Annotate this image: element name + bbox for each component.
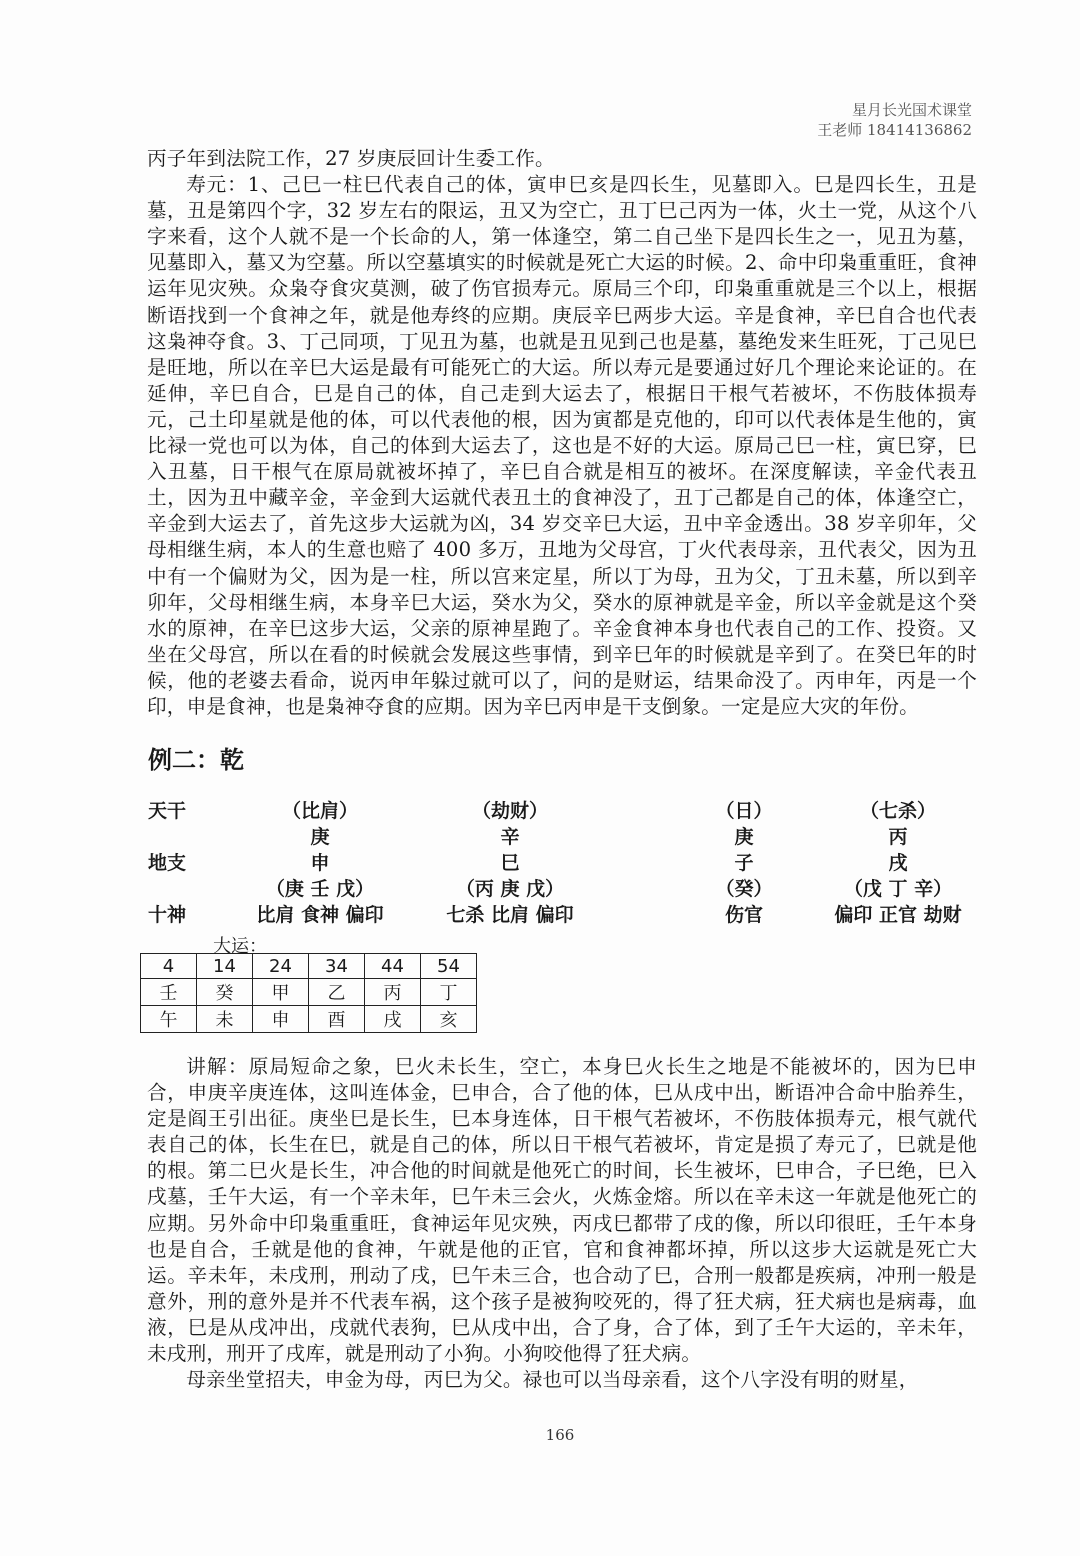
header-line-1: 星月长光国术课堂 — [851, 101, 972, 119]
top-text-block — [147, 146, 977, 720]
pillar-3-gods: 伤官 — [724, 904, 763, 926]
dayun-branches-row — [141, 1006, 477, 1033]
dayun-age: 24 — [253, 954, 309, 979]
pillar-4-stem: 丙 — [888, 826, 908, 848]
dayun-ages-row — [141, 954, 477, 979]
dayun-table — [140, 953, 477, 1033]
pillar-1-branch: 申 — [310, 852, 330, 874]
dizhi-label: 地支 — [148, 852, 187, 874]
paragraph: 母亲坐堂招夫，申金为母，丙巳为父。禄也可以当母亲看，这个八字没有明的财星， — [186, 1368, 919, 1392]
tiangan-label: 天干 — [148, 800, 187, 822]
paragraph: 讲解：原局短命之象，巳火未长生，空亡，本身巳火长生之地是不能被坏的，因为巳申合，申庚辛庚连体，这叫连体金，巳申合，合了他的体，巳从戌中出，断语冲合命中胎养生，定是阎王引出征。庚坐巳是长生，巳本身连体，日干根气若被坏，不伤肢体损寿元，根气就代表自己的体，长生在巳，就是自己的体，所以日干根气若被坏，肯定是损了寿元了，巳就是他的根。第二巳火是长生，冲合他的时间就是他死亡的时间，长生被坏，巳申合，子巳绝，巳入戌墓，壬午大运，有一个辛未年，巳午未三会火，火炼金熔。所以在辛未这一年就是他死亡的应期。另外命中印枭重重旺，食神运年见灾殃，丙戌巳都带了戌的像，所以印很旺，壬午本身也是自合，壬就是他的食神，午就是他的正官，官和食神都坏掉，所以这步大运就是死亡大运。辛未年，未戌刑，刑动了戌，巳午未三合，也合动了巳，合刑一般都是疾病，冲刑一般是意外，刑的意外是并不代表车祸，这个孩子是被狗咬死的，得了狂犬病，狂犬病也是病毒，血液，巳是从戌冲出，戌就代表狗，巳从戌中出，合了身，合了体，到了壬午大运的，辛未年，未戌刑，刑开了戌库，就是刑动了小狗。小狗咬他得了狂犬病。 — [147, 1055, 977, 1366]
dayun-age: 54 — [421, 954, 477, 979]
pillar-4-gods: 偏印 正官 劫财 — [834, 904, 962, 926]
dayun-age: 4 — [141, 954, 197, 979]
dayun-stem: 丁 — [421, 979, 477, 1006]
example-title: 例二：乾 — [148, 746, 244, 774]
dayun-stem: 壬 — [141, 979, 197, 1006]
shishen-label: 十神 — [148, 904, 187, 926]
pillar-3-top: （日） — [715, 800, 773, 822]
dayun-stems-row — [141, 979, 477, 1006]
pillar-1-gods: 比肩 食神 偏印 — [256, 904, 384, 926]
dayun-age: 34 — [309, 954, 365, 979]
dayun-branch: 未 — [197, 1006, 253, 1033]
pillar-2-gods: 七杀 比肩 偏印 — [446, 904, 574, 926]
pillar-1-hidden: （庚 壬 戊） — [265, 878, 375, 900]
pillar-4-hidden: （戊 丁 辛） — [843, 878, 953, 900]
pillar-1-stem: 庚 — [310, 826, 330, 848]
dayun-stem: 甲 — [253, 979, 309, 1006]
pillar-1-top: （比肩） — [281, 800, 358, 822]
dayun-stem: 乙 — [309, 979, 365, 1006]
pillar-4-top: （七杀） — [859, 800, 936, 822]
dayun-branch: 戌 — [365, 1006, 421, 1033]
paragraph: 寿元：1、己巳一柱巳代表自己的体，寅申巳亥是四长生，见墓即入。巳是四长生，丑是墓，丑是第四个字，32 岁左右的限运，丑又为空亡，丑丁巳己丙为一体，火土一党，从这个八字来看，这个人就不是一个长命的人，第一体逢空，第二自己坐下是四长生之一，见丑为墓，见墓即入，墓又为空墓。所以空墓填实的时候就是死亡大运的时候。2、命中印枭重重旺，食神运年见灾殃。众枭夺食灾莫测，破了伤官损寿元。原局三个印，印枭重重就是三个以上，根据断语找到一个食神之年，就是他寿终的应期。庚辰辛巳两步大运。辛是食神，辛巳自合也代表这枭神夺食。3、丁己同项，丁见丑为墓，也就是丑见到己也是墓，墓绝发来生旺死，丁己见巳是旺地，所以在辛巳大运是最有可能死亡的大运。所以寿元是要通过好几个理论来论证的。在延伸，辛巳自合，巳是自己的体，自己走到大运去了，根据日干根气若被坏，不伤肢体损寿元，己土印星就是他的体，可以代表他的根，因为寅都是克他的，印可以代表体是生他的，寅比禄一党也可以为体，自己的体到大运去了，这也是不好的大运。原局己巳一柱，寅巳穿，巳入丑墓，日干根气在原局就被坏掉了，辛巳自合就是相互的被坏。在深度解读，辛金代表丑土，因为丑中藏辛金，辛金到大运就代表丑土的食神没了，丑丁己都是自己的体，体逢空亡，辛金到大运去了，首先这步大运就为凶，34 岁交辛巳大运，丑中辛金透出。38 岁辛卯年，父母相继生病，本人的生意也赔了 400 多万，丑地为父母宫，丁火代表母亲，丑代表父，因为丑中有一个偏财为父，因为是一柱，所以宫来定星，所以丁为母，丑为父，丁丑未墓，所以到辛卯年，父母相继生病，本身辛巳大运，癸水为父，癸水的原神就是辛金，所以辛金就是这个癸水的原神，在辛巳这步大运，父亲的原神星跑了。辛金食神本身也代表自己的工作、投资。又坐在父母宫，所以在看的时候就会发展这些事情，到辛巳年的时候就是辛到了。在癸巳年的时候，他的老婆去看命，说丙申年躲过就可以了，问的是财运，结果命没了。丙申年，丙是一个印，申是食神，也是枭神夺食的应期。因为辛巳丙申是干支倒象。一定是应大灾的年份。 — [147, 173, 977, 718]
pillar-4-branch: 戌 — [888, 852, 908, 874]
dayun-age: 44 — [365, 954, 421, 979]
pillar-2-top: （劫财） — [471, 800, 548, 822]
pillar-3-hidden: （癸） — [715, 878, 773, 900]
pillar-3-branch: 子 — [734, 852, 754, 874]
dayun-stem: 丙 — [365, 979, 421, 1006]
header-watermark — [817, 100, 972, 140]
pillar-2-hidden: （丙 庚 戊） — [455, 878, 565, 900]
dayun-branch: 亥 — [421, 1006, 477, 1033]
dayun-branch: 酉 — [309, 1006, 365, 1033]
pillar-2-stem: 辛 — [500, 826, 520, 848]
bottom-text-block — [147, 1054, 977, 1393]
dayun-stem: 癸 — [197, 979, 253, 1006]
dayun-branch: 午 — [141, 1006, 197, 1033]
paragraph: 丙子年到法院工作，27 岁庚辰回计生委工作。 — [147, 147, 555, 170]
page-number: 166 — [545, 1426, 575, 1444]
header-line-2: 王老师 18414136862 — [817, 121, 972, 139]
pillar-2-branch: 巳 — [500, 852, 520, 874]
dayun-label: 大运： — [213, 936, 267, 957]
pillar-3-stem: 庚 — [734, 826, 754, 848]
dayun-branch: 申 — [253, 1006, 309, 1033]
dayun-age: 14 — [197, 954, 253, 979]
